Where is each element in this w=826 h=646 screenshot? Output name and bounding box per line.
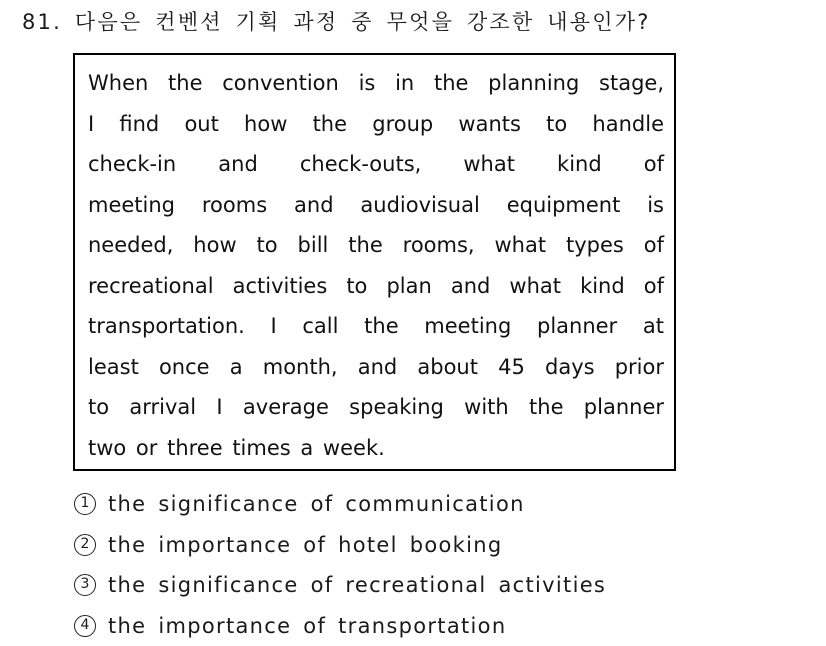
passage-line: meeting rooms and audiovisual equipment is <box>88 185 664 226</box>
passage-line: transportation. I call the meeting planner at <box>88 306 664 347</box>
option-4[interactable] <box>74 606 606 646</box>
option-number-circle: 3 <box>74 574 96 596</box>
option-text: the importance of hotel booking <box>108 533 503 557</box>
option-number-circle: 4 <box>74 615 96 637</box>
passage-line: needed, how to bill the rooms, what types of <box>88 225 664 266</box>
option-text: the importance of transportation <box>108 614 506 638</box>
passage-line: When the convention is in the planning stage, <box>88 63 664 104</box>
option-2[interactable] <box>74 525 606 566</box>
question-text: 다음은 컨벤션 기획 과정 중 무엇을 강조한 내용인가? <box>75 10 651 34</box>
passage-line: to arrival I average speaking with the planner <box>88 387 664 428</box>
option-text: the significance of recreational activities <box>108 573 606 597</box>
passage-line: check-in and check-outs, what kind of <box>88 144 664 185</box>
option-3[interactable] <box>74 565 606 606</box>
passage-line: least once a month, and about 45 days prior <box>88 347 664 388</box>
option-number-circle: 2 <box>74 534 96 556</box>
passage-text <box>88 63 664 468</box>
option-number-circle: 1 <box>74 493 96 515</box>
option-text: the significance of communication <box>108 492 525 516</box>
passage-line: recreational activities to plan and what kind of <box>88 266 664 307</box>
passage-line: two or three times a week. <box>88 428 664 469</box>
question-heading <box>22 6 651 36</box>
passage-box <box>73 53 676 471</box>
answer-options <box>74 484 606 646</box>
question-number: 81. <box>22 10 62 34</box>
passage-line: I find out how the group wants to handle <box>88 104 664 145</box>
option-1[interactable] <box>74 484 606 525</box>
